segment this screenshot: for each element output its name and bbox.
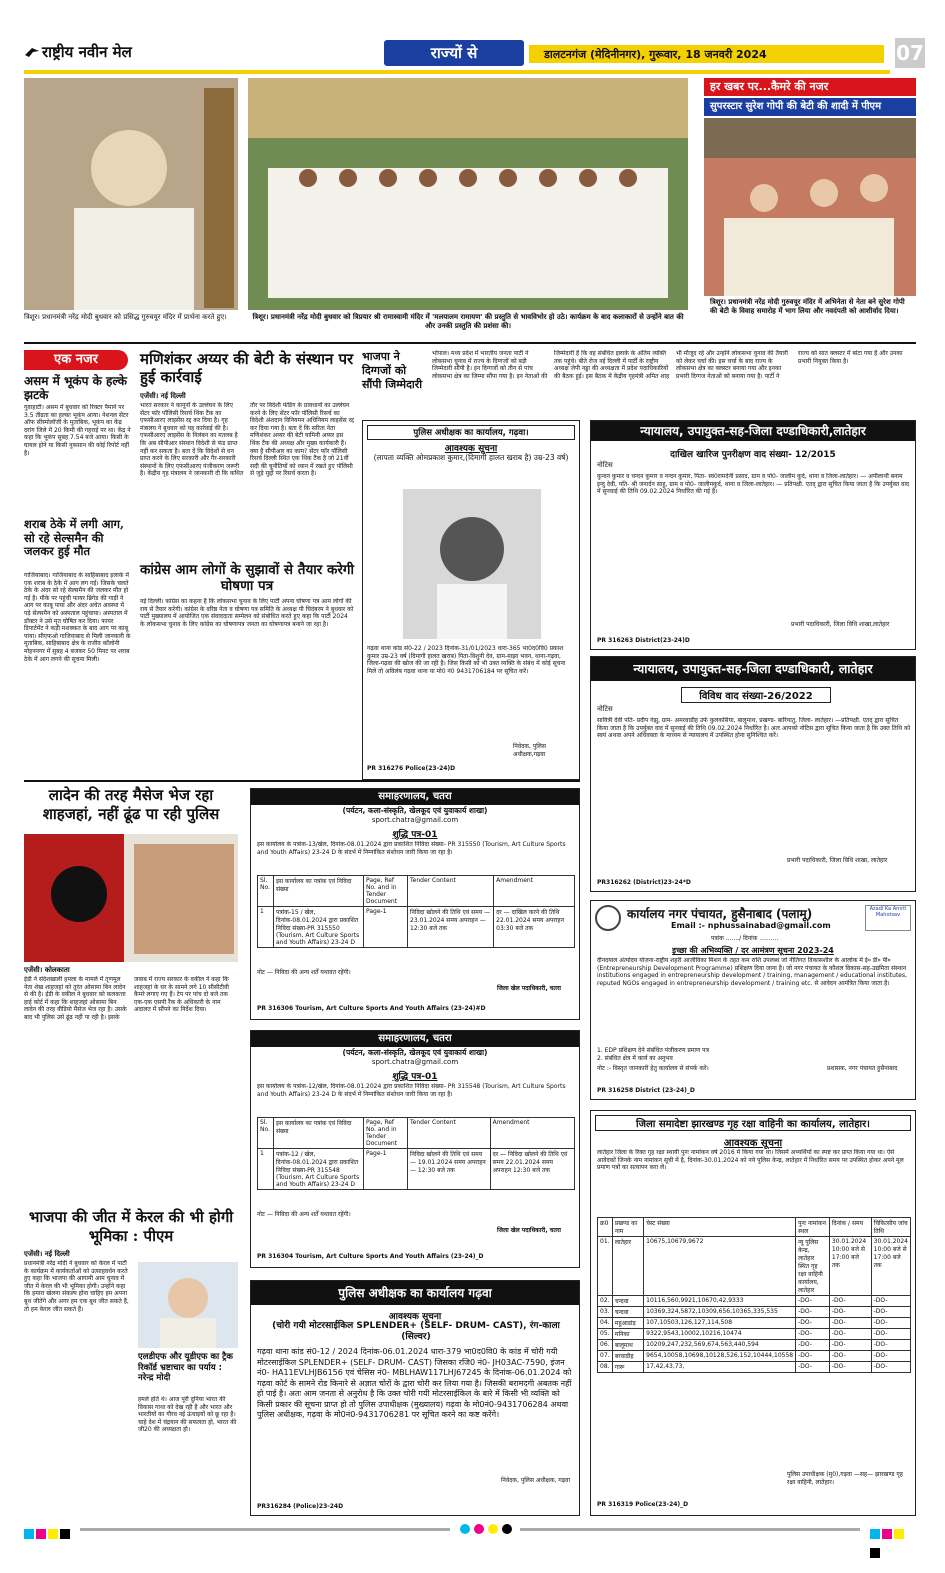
table-cell: 10675,10679,9672 [644, 1237, 796, 1296]
byline-laden: एजेंसी। कोलकाता [24, 966, 70, 974]
headline-mani: मणिशंकर अय्यर की बेटी के संस्थान पर हुई कार्रवाई [140, 350, 354, 386]
ad-office-nagar: कार्यालय नगर पंचायत, हुसैनाबाद (पलामू) [627, 907, 813, 921]
photo-temple-group [248, 78, 688, 310]
byline-mani: एजेंसी। नई दिल्ली [140, 392, 186, 400]
table-row [598, 1307, 911, 1318]
table-cell: मनिका [612, 1329, 643, 1340]
table-cell: 30.01.2024 10:00 बजे से 17:00 बजे तक [871, 1237, 910, 1296]
ad-office-bike: पुलिस अधीक्षक का कार्यालय गढ़वा [251, 1281, 579, 1305]
headline-assam: असम में भूकंप के हल्के झटके [24, 374, 128, 402]
section-label: राज्यों से [384, 40, 524, 66]
ad-intro-sport2: इस कार्यालय के पत्रांक-12/खेल, दिनांक-08.01.2024 द्वारा प्रकाशित निविदा संख्या- PR 315548 (Tourism, Art Culture Sports and Youth Affairs) 23-24 D के संदर्भ में निम्नांकित संशोधन जारी किया जा रहा है। [257, 1083, 566, 1098]
emblem-icon [595, 905, 621, 931]
ad-note-nagar: नोट :- विस्तृत जानकारी हेतु कार्यालय से संपर्क करें। [597, 1065, 709, 1072]
ad-pr-sport1: PR 316306 Tourism, Art Culture Sports And Youth Affairs (23-24)#D [257, 1005, 486, 1012]
ad-office-sport1: समाहरणालय, चतरा [251, 789, 579, 805]
ad-body-nagar: दीनदयाल अंत्योदय योजना-राष्ट्रीय शहरी आजीविका मिशन के तहत कम राशि उपलब्ध जो नीतिगत विकासशील के आलोक में ई० डी० पी० (Entrepreneurship Development Programme) प्रशिक्षण दिया जाना है। जो नगर पंचायत के कौशल विकास-सह-उद्यमिता संस्थान institutions engaged in entrepreneurship development / training, management / educational institutes, reputed NGOs engaged in entrepreneurship development / training etc. से आवेदन आमंत्रित किया जाता है। [597, 957, 908, 987]
ad-pr-bike: PR316284 (Police)23-24D [257, 1503, 344, 1510]
table-cell: -DO- [871, 1296, 910, 1307]
table-cell: बरवाडीह [612, 1351, 643, 1362]
table-cell: -DO- [871, 1362, 910, 1373]
table-cell: 02. [598, 1296, 613, 1307]
ad-email-sport1: sport.chatra@gmail.com [371, 816, 459, 824]
ad-court-notice-1 [590, 420, 916, 650]
camera-title: सुपरस्टार सुरेश गोपी की बेटी की शादी में पीएम [704, 98, 916, 116]
ad-sign-bike: निवेदक, पुलिस अधीक्षक, गढ़वा [501, 1477, 571, 1484]
ad-sub-bike: (चोरी गयी मोटरसाईकिल SPLENDER+ (SELF- DRUM- CAST), रंग-काला (सिल्वर) [272, 1321, 560, 1342]
table-cell: -DO- [796, 1362, 830, 1373]
ad-title-sport1: शुद्धि पत्र-01 [392, 830, 438, 840]
masthead [24, 40, 892, 68]
story-kerala-2: हमले होते थे। आज पूरी दुनिया भारत की विकास गाथा को देख रही है और भारत और भारतीयों का गौरव नई ऊंचाइयों को छू रहा है। चाहे देश में चंद्रयान की सफलता हो, भारत की जी20 की अध्यक्षता हो। [138, 1396, 237, 1434]
ad-list1-nagar: 1. EDP प्रशिक्षण देने संबंधित पंजीकरण प्रमाण पत्र [597, 1047, 709, 1054]
ad-body-bike: गढ़वा थाना कांड सं0-12 / 2024 दिनांक-06.01.2024 धारा-379 भा0द0वि0 के कांड में चोरी गयी मोटरसाईकिल SPLENDER+ (SELF- DRUM- CAST) जिसका रजि0 नं0- JH03AC-7590, इंजन नं0- HA11EVLHJB6156 एवं चेसिस नं0- MBLHAW117LHJ67245 के दिनांक-06.01.2024 को गढ़वा कोर्ट के सामने रोड किनारे से अज्ञात चोरों के द्वारा चोरी कर लिया गया है। जिसकी बरामदगी अबतक नहीं हो पाई है। अतः आम जनता से अनुरोध है कि उक्त चोरी गयी मोटरसाईकिल के बारे में किसी भी व्यक्ति को किसी प्रकार की सूचना प्राप्त हो तो पुलिस उपाधीक्षक (मुख्यालय) गढ़वा के मो0नं0-9431706284 अथवा पुलिस अधीक्षक, गढ़वा के मो0नं0-9431706281 पर सूचित करने का कष्ट करेंगे। [257, 1347, 572, 1419]
ad-pr-nagar: PR 316258 District (23-24)_D [597, 1087, 695, 1094]
dateline: डालटनगंज (मेदिनीनगर), गुरूवार, 18 जनवरी 2024 [544, 48, 767, 61]
table-row [598, 1340, 911, 1351]
photo-modi-kerala [138, 1262, 238, 1348]
table-home-guard [597, 1217, 911, 1373]
table-row [598, 1351, 911, 1362]
ad-body-home: लातेहार जिला के रिक्त गृह रक्षा स्थायी पुनः नामांकन वर्ष 2016 में किया गया था। जिसमें अभ्यर्थियों का स्पष्ट कर प्राप्त किया गया था। ऐसे आवेदकों जिनके नाम नामांकन सूची में है, दिनांक-30.01.2024 को नये पुलिस केन्द्र, लातेहार में निर्धारित समय पर उपस्थित होकर अपने मूल प्रमाण पत्रों का सत्यापन करा लें। [597, 1149, 904, 1172]
ad-dept-sport2: (पर्यटन, कला-संस्कृति, खेलकूद एवं युवाकार्य शाखा) [342, 1048, 488, 1057]
ad-office-home: जिला समादेष्टा झारखण्ड गृह रक्षा वाहिनी का कार्यालय, लातेहार। [595, 1115, 911, 1131]
ek-nazar-label: एक नजर [24, 350, 128, 370]
table-cell: 10209,247,232,569,674,563,440,594 [644, 1340, 796, 1351]
table-row: 1 पत्रांक-12 / खेल, दिनांक-08.01.2024 द्वारा प्रकाशित निविदा संख्या-PR 315548 (Tourism, Art Culture Sports and Youth Affairs) 23-24 D Page-1 निविदा खोलने की तिथि एवं समय — 19.01.2024 समय अपराहन — 12:30 बजे तक दर — निविदा खोलने की तिथि एवं समय 22.01.2024 समय अपराहन 12:30 बजे तक [258, 1149, 575, 1190]
table-cell: लातेहार [612, 1237, 643, 1296]
caption-right: त्रिशूर। प्रधानमंत्री नरेंद्र मोदी गुरुवयूर मंदिर में अभिनेता से नेता बने सुरेश गोपी की बेटी के विवाह समारोह में भाग लिया और नवदंपती को आशीर्वाद दिया। [710, 298, 905, 315]
table-sport2 [257, 1117, 575, 1190]
ad-office-court1: न्यायालय, उपायुक्त-सह-जिला दण्डाधिकारी,लातेहार [591, 421, 915, 441]
ad-body-court1: कुन्दन कुमार व चन्दन कुमार व नन्दन कुमार, पिता- स्व0रामदेनी प्रसाद, ग्राम व पो0- जालीम कुर्द, थाना व जिला-लातेहार। — अपीलार्थी बनाम इन्दु देवी, पति- श्री जनार्दन साहु, ग्राम व पो0- जालीमकुर्द, थाना व जिला-लातेहार। — प्रतिपक्षी. एतद् द्वारा सूचित किया जाता है कि उपर्युक्त वाद में सुनवाई की तिथि 09.02.2024 निर्धारित की गई है। [597, 473, 910, 496]
photo-modi-prayer [24, 78, 238, 310]
table-cell: 04. [598, 1318, 613, 1329]
ad-office-court2: न्यायालय, उपायुक्त-सह-जिला दण्डाधिकारी, लातेहार [591, 657, 915, 681]
story-laden: ईडी ने संदेशखाली हमला के मामले में तृणमूल नेता शेख शाहजहां को तुरंत ओसामा बिन लादेन से की है। ईडी के वकील ने बुधवार को कलकत्ता हाई कोर्ट में कहा कि शाहजहां ओसामा बिन लादेन की तरह वीडियो मैसेज भेज रहा है। उसके बाद भी पुलिस उसे ढूंढ नहीं पा रही है। इसके जवाब में राज्य सरकार के वकील ने कहा कि शाहजहां के घर के सामने लगे 10 सीसीटीवी कैमरे लगाए गए हैं। टेप पर पांच दो बजे तक एक-एक एसपी रैंक के अधिकारी के नाम अदालत में सौंपने का निर्देश दिया। [24, 976, 229, 1021]
ad-pr-court2: PR316262 (District)23-24*D [597, 879, 691, 886]
table-cell: चन्दवा [612, 1307, 643, 1318]
ad-missing-person [362, 420, 580, 780]
photo-missing-person [403, 489, 541, 639]
ad-title-gp: आवश्यक सूचना [444, 444, 498, 454]
ad-title-bike: आवश्यक सूचना [388, 1312, 442, 1322]
table-cell: चन्दवा [612, 1296, 643, 1307]
table-cell: -DO- [829, 1296, 871, 1307]
ad-dept-sport1: (पर्यटन, कला-संस्कृति, खेलकूद एवं युवाकार्य शाखा) [342, 806, 488, 815]
story-congress: नई दिल्ली। कांग्रेस का कहना है कि लोकसभा चुनाव के लिए पार्टी अपना घोषणा पत्र आम लोगों की राय से तैयार करेगी। कांग्रेस के वरिष्ठ नेता व घोषणा पत्र समिति के अध्यक्ष पी चिदंबरम ने बुधवार को पार्टी मुख्यालय में आयोजित एक संवाददाता सम्मेलन को संबोधित करते हुए कहा कि पार्टी 2024 के लोकसभा चुनाव के लिए कांग्रेस का घोषणापत्र जनता का घोषणापत्र बनाने जा रहा है। [140, 598, 354, 628]
ad-pr-court1: PR 316263 District(23-24)D [597, 637, 690, 644]
ad-case-court2: विविध वाद संख्या-26/2022 [681, 687, 831, 703]
ad-title-nagar: इच्छा की अभिव्यक्ति / दर आमंत्रण सूचना 2023-24 [672, 946, 834, 955]
byline-kerala: एजेंसी। नई दिल्ली [24, 1250, 70, 1258]
ad-sign-home: पुलिस उपाधीक्षक (मु0),गढ़वा —सह— झारखण्ड गृह रक्षा वाहिनी, लातेहार। [787, 1471, 903, 1486]
table-cell: 30.01.2024 10:00 बजे से 17:00 बजे तक [829, 1237, 871, 1296]
table-header: क्र0 प्रखण्ड का नाम चेस्ट संख्या पुनः नामांकन स्थल दिनांक / समय चिकित्सीय जांच तिथि [598, 1218, 911, 1237]
ad-title-sport2: शुद्धि पत्र-01 [392, 1072, 438, 1082]
ad-corrigendum-2 [250, 1030, 580, 1268]
azadi-logo: Azadi Ka Amrit Mahotsav [865, 905, 911, 931]
ad-note-sport2: नोट — निविदा की अन्य शर्तें यथावत रहेंगी। [257, 1211, 351, 1218]
ad-court-notice-2 [590, 656, 916, 892]
table-cell: 17,42,43,73, [644, 1362, 796, 1373]
table-cell: 06. [598, 1340, 613, 1351]
table-cell: -DO- [871, 1351, 910, 1362]
print-registration-bar [24, 1524, 916, 1536]
ad-office-gp: पुलिस अधीक्षक का कार्यालय, गढ़वा। [367, 425, 575, 440]
table-row [598, 1318, 911, 1329]
table-cell: -DO- [829, 1307, 871, 1318]
table-cell: 9654,10058,10698,10128,526,152,10444,10558 [644, 1351, 796, 1362]
quote-kerala: एलडीएफ और यूडीएफ का ट्रैक रिकॉर्ड भ्रष्टाचार का पर्याय : नरेन्द्र मोदी [138, 1352, 233, 1383]
table-cell: 07. [598, 1351, 613, 1362]
table-cell: -DO- [796, 1318, 830, 1329]
ad-sign-court2: प्रभारी पदाधिकारी, जिला विधि शाखा, लातेहार [787, 857, 888, 864]
table-cell: -DO- [796, 1340, 830, 1351]
ad-email-sport2: sport.chatra@gmail.com [371, 1058, 459, 1066]
table-cell: -DO- [871, 1307, 910, 1318]
photo-laden-story [24, 834, 238, 962]
ad-office-sport2: समाहरणालय, चतरा [251, 1031, 579, 1047]
headline-fire: शराब ठेके में लगी आग, सो रहे सेल्समैन की जलकर हुई मौत [24, 517, 124, 558]
table-cell: -DO- [829, 1351, 871, 1362]
ad-body-court2: सावित्री देवी पति- प्रदीप गंझु, ग्राम- अमरवाडीह उर्फ कुलकसिया, बालूमाथ, प्रखण्ड- बारियातु, जिला- लातेहार। —प्रतिपक्षी. एतद् द्वारा सूचित किया जाता है कि उपर्युक्त वाद में सुनवाई की तिथि 09.02.2024 निर्धारित है। अतः आपको नोटिस द्वारा सूचित किया जाता है कि उक्त तिथि को स्वयं अथवा अपने अधिवक्ता के माध्यम से न्यायालय में उपस्थित होना सुनिश्चित करें। [597, 717, 911, 740]
headline-laden: लादेन की तरह मैसेज भेज रहा शाहजहां, नहीं ढूंढ पा रही पुलिस [42, 786, 220, 823]
table-cell: 10116,560,9921,10670,42,9333 [644, 1296, 796, 1307]
table-cell: -DO- [796, 1296, 830, 1307]
table-cell: गारू [612, 1362, 643, 1373]
table-row [598, 1329, 911, 1340]
ad-title-home: आवश्यक सूचना [723, 1138, 783, 1149]
ad-notice-court1: नोटिस [597, 461, 613, 469]
table-cell: -DO- [871, 1340, 910, 1351]
table-cell: 10369,324,5872,10309,656,10365,335,535 [644, 1307, 796, 1318]
headline-bjp: भाजपा ने दिग्गजों को सौंपी जिम्मेदारी [362, 350, 423, 391]
story-fire: गाजियाबाद। गाजियाबाद के साहिबाबाद इलाके में एक शराब के ठेके में आग लग गई। जिसके चलते ठेके के अंदर सो रहे सेल्समैन की जलकर मौत हो गई है। मौके पर पहुंची फायर ब्रिगेड की गाड़ी ने आग पर काबू पाया और अंदर अचेत अवस्था में पड़े सेल्समैन को अस्पताल पहुंचाया। अस्पताल में डॉक्टर ने उसे मृत घोषित कर दिया। फायर डिपार्टमेंट ने कड़ी मशक्कत के बाद आग पर काबू पाया। सीएफओ गाजियाबाद से मिली जानकारी के मुताबिक, साहिबाबाद क्षेत्र के राजीव कॉलोनी मोहननगर में सुबह 4 बजकर 50 मिनट पर शराब ठेके में आग लगने की सूचना मिली। [24, 572, 131, 663]
caption-mid: त्रिशूर। प्रधानमंत्री नरेंद्र मोदी बुधवार को त्रिप्रयार श्री रामास्वामी मंदिर में 'मलयालम रामायण' की प्रस्तुति से भावविभोर हो उठे। कार्यक्रम के बाद कलाकारों से उन्होंने बात की और उनकी प्रस्तुति की प्रशंसा की। [252, 313, 684, 330]
ad-note-sport1: नोट — निविदा की अन्य शर्तें यथावत रहेंगी। [257, 969, 351, 976]
ad-sign-gp: निवेदक, पुलिस अधीक्षक,गढ़वा [513, 743, 546, 758]
ad-sub-gp: (लापता व्यक्ति ओमप्रकाश कुमार,(दिमागी हालत खराब है) उम्र-23 वर्ष) [373, 453, 569, 462]
table-cell: 03. [598, 1307, 613, 1318]
ad-sign-nagar: प्रशासक, नगर पंचायत हुसैनाबाद [827, 1065, 898, 1072]
table-cell: -DO- [796, 1307, 830, 1318]
table-cell: -DO- [829, 1362, 871, 1373]
table-cell: -DO- [796, 1351, 830, 1362]
ad-home-guard [590, 1110, 916, 1516]
story-bjp: भोपाल। मध्य प्रदेश में भारतीय जनता पार्टी ने लोकसभा चुनाव में राज्य के दिग्गजों को बड़ी जिम्मेदारी सौंपी है। इन दिग्गजों को तीन से पांच लोकसभा क्षेत्र का जिम्मा सौंपा गया है। इन नेताओं की जिम्मेदारी है कि वह संबंधित इलाके के अंतिम व्यक्ति तक पहुंचे। बीते रोज नई दिल्ली में पार्टी के राष्ट्रीय अध्यक्ष जेपी नड्डा की अध्यक्षता में प्रदेश पदाधिकारियों की बैठक हुई। इस बैठक में केंद्रीय गृहमंत्री अमित शाह भी मौजूद रहे और उन्होंने लोकसभा चुनाव की तैयारी को लेकर चर्चा की। इस चर्चा के बाद राज्य के लोकसभा क्षेत्र का क्लस्टर बनाया गया और इनका प्रभारी दिग्गज नेताओं को बनाया गया है। पार्टी ने राज्य को सात क्लस्टर में बांटा गया है और उनका प्रभारी नियुक्त किया है। [432, 350, 903, 380]
table-header: Sl. No. इस कार्यालय का पत्रांक एवं निविदा संख्या Page, Ref No. and in Tender Document Tender Content Amendment [258, 1118, 575, 1149]
table-header: Sl. No. इस कार्यालय का पत्रांक एवं निविदा संख्या Page, Ref No. and in Tender Document Tender Content Amendment [258, 876, 575, 907]
headline-kerala: भाजपा की जीत में केरल की भी होगी भूमिका : पीएम [28, 1208, 234, 1245]
ad-nagar-panchayat [590, 900, 916, 1100]
table-cell: 107,10503,126,127,114,508 [644, 1318, 796, 1329]
table-cell: महुआडांड़ [612, 1318, 643, 1329]
ad-pr-sport2: PR 316304 Tourism, Art Culture Sports And Youth Affairs (23-24)_D [257, 1253, 484, 1260]
story-kerala: प्रधानमंत्री नरेंद्र मोदी ने बुधवार को केरल में पार्टी के कार्यक्रम में कार्यकर्ताओं को उत्साहवर्धन करते हुए कहा कि भाजपा की आगामी आम चुनाव में जीत में केरल की भी भूमिका होगी। उन्होंने कहा कि हमारा खेलना संकल्प होना चाहिए हम अपना बूथ जीतेंगे और अगर हम एक बूथ जीत सकते हैं, तो हम केरल जीत सकते हैं। [24, 1260, 129, 1313]
ad-date-nagar: पत्रांक ......./ दिनांक .......... [711, 935, 779, 942]
story-mani: भारत सरकार ने कानूनों के उल्लंघन के लिए सेंटर फॉर पॉलिसी रिसर्च थिंक टैंक का एफसीआरए लाइसेंस रद्द कर दिया है। गृह मंत्रालय ने बुधवार को यह कार्रवाई की है। एफसीआरए लाइसेंस के निलंबन का मतलब है कि अब सीपीआर संस्थान विदेशी से फंड प्राप्त नहीं कर सकता है। बता दें कि विदेशों से धन प्राप्त करने के लिए सरकारी और गैर-सरकारी संस्थानों के लिए एफसीआरए पंजीकरण जरूरी है। केंद्रीय गृह मंत्रालय ने जानकारी दी कि कथित तौर पर विदेशी फंडिंग के प्रावधानों का उल्लंघन करने के लिए सेंटर फॉर पॉलिसी रिसर्च का विदेशी अंशदान विनियमन अधिनियम लाइसेंस रद्द कर दिया गया है। बता दें कि सरिता नेता मणिशंकर अय्यर की बेटी यामिनी अय्यर इस थिंक टैंक की अध्यक्ष और मुख्य कार्यकारी हैं। क्या है सीपीआर का काम? सेंटर फॉर पॉलिसी रिसर्च दिल्ली स्थित एक थिंक टैंक है जो 21वीं सदी की चुनौतियों को ध्यान में रखते हुए पॉलिसी से जुड़े मुद्दों पर रिसर्च करता है। [140, 402, 354, 478]
photo-wedding [704, 118, 916, 296]
ad-case-court1: दाखिल खारिज पुनरीक्षण वाद संख्या- 12/2015 [670, 450, 836, 460]
table-row [598, 1237, 911, 1296]
ad-sign-sport1: जिला खेल पदाधिकारी, चतरा [497, 985, 561, 992]
bird-logo-icon [24, 44, 40, 58]
story-assam: गुवाहाटी। असम में बुधवार को रिक्टर पैमाने पर 3.5 तीव्रता का हल्का भूकंप आया। नेशनल सेंटर ऑफ सीस्मोलॉजी के मुताबिक, भूकंप का केंद्र दरांग जिले में 20 किमी की गहराई पर था। केंद्र ने कहा कि भूकंप सुबह 7.54 बजे आया। किसी के घायल होने या किसी नुकसान की कोई रिपोर्ट नहीं है। [24, 404, 131, 457]
table-row [598, 1362, 911, 1373]
table-cell: 9322,9543,10002,10216,10474 [644, 1329, 796, 1340]
table-row [598, 1296, 911, 1307]
ad-pr-gp: PR 316276 Police(23-24)D [367, 765, 456, 772]
ad-sign-sport2: जिला खेल पदाधिकारी, चतरा [497, 1227, 561, 1234]
table-cell: -DO- [871, 1318, 910, 1329]
caption-left: त्रिशूर। प्रधानमंत्री नरेंद्र मोदी बुधवार को प्रसिद्ध गुरुवयूर मंदिर में प्रार्थना करते हुए। [24, 313, 227, 321]
page-number: 07 [895, 38, 925, 68]
ad-body-gp: गढ़वा थाना कांड सं0-22 / 2023 दिनांक-31/01/2023 धारा-365 भा0द0वि0 प्रकाश कुमार उम्र-23 वर्ष (दिमागी हालत खराब) पिता-विशुनी देव, ग्राम-माझा भवन, थाना-गढ़वा, जिला-गढ़वा की खोज की जा रही है। जिस किसी को भी उक्त व्यक्ति के संबंध में कोई सूचना मिले तो अविलंब गढ़वा थाना या मो0 नं0 9431706184 पर सूचित करें। [367, 645, 566, 675]
ad-email-nagar: Email :- nphussainabad@gmail.com [671, 921, 831, 930]
table-cell: 05. [598, 1329, 613, 1340]
table-cell: न्यू पुलिस केन्द्र, लातेहार स्थित गृह रक्षा वाहिनी कार्यालय, लातेहार [796, 1237, 830, 1296]
table-cell: -DO- [829, 1318, 871, 1329]
table-sport1 [257, 875, 575, 948]
ad-corrigendum-1 [250, 788, 580, 1020]
ad-list2-nagar: 2. संबंधित क्षेत्र में कार्य का अनुभव [597, 1055, 673, 1062]
table-row: 1 पत्रांक-15 / खेल, दिनांक-08.01.2024 द्वारा प्रकाशित निविदा संख्या-PR 315550 (Tourism, Art Culture Sports and Youth Affairs) 23-24 D Page-1 निविदा खोलने की तिथि एवं समय — 23.01.2024 समय अपराहन — 12:30 बजे तक दर — दाखिल करने की तिथि 22.01.2024 समय अपराहन 03:30 बजे तक [258, 907, 575, 948]
ad-sign-court1: प्रभारी पदाधिकारी, जिला विधि शाखा,लातेहार [791, 621, 890, 628]
table-cell: -DO- [829, 1329, 871, 1340]
paper-name: राष्ट्रीय नवीन मेल [42, 43, 132, 61]
ad-pr-home: PR 316319 Police(23-24)_D [597, 1501, 689, 1508]
table-cell: -DO- [796, 1329, 830, 1340]
table-cell: बालूमाथ [612, 1340, 643, 1351]
ad-notice-court2: नोटिस [597, 705, 613, 713]
ad-intro-sport1: इस कार्यालय के पत्रांक-13/खेल, दिनांक-08.01.2024 द्वारा प्रकाशित निविदा संख्या- PR 315550 (Tourism, Art Culture Sports and Youth Affairs) 23-24 D के संदर्भ में निम्नांकित संशोधन जारी किया जा रहा है। [257, 841, 566, 856]
table-cell: -DO- [871, 1329, 910, 1340]
table-cell: -DO- [829, 1340, 871, 1351]
headline-congress: कांग्रेस आम लोगों के सुझावों से तैयार करेगी घोषणा पत्र [140, 562, 354, 594]
table-cell: 01. [598, 1237, 613, 1296]
table-cell: 08. [598, 1362, 613, 1373]
ad-stolen-motorcycle [250, 1280, 580, 1516]
camera-label: हर खबर पर...कैमरे की नजर [704, 78, 916, 96]
